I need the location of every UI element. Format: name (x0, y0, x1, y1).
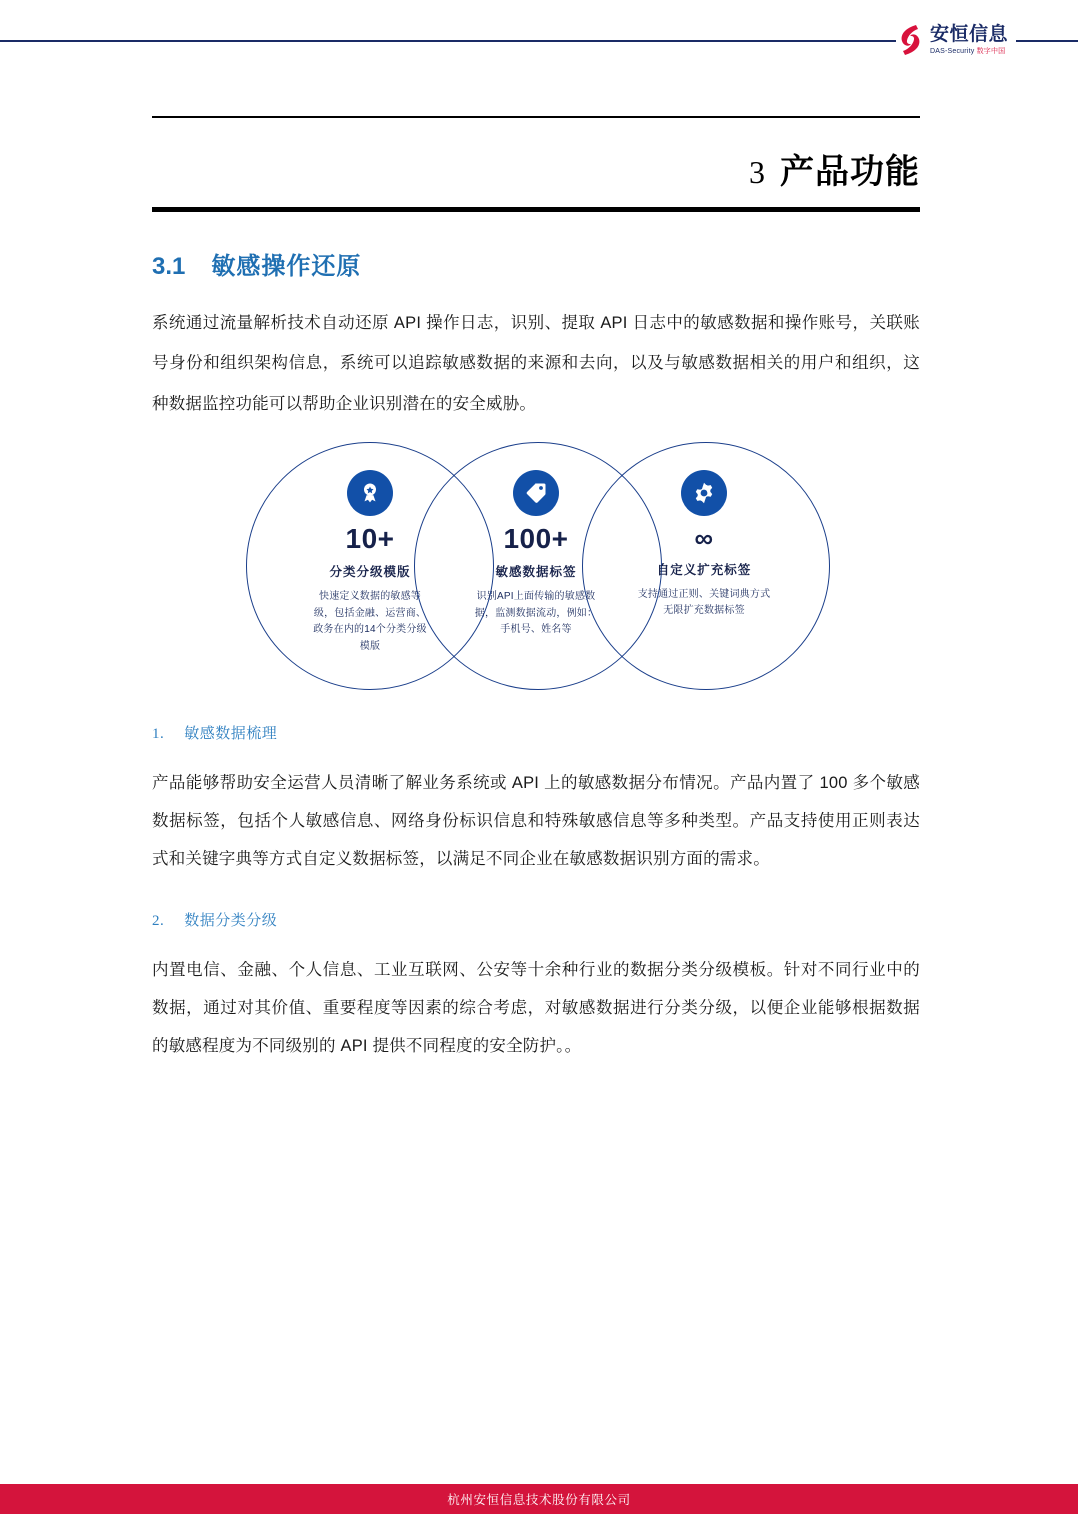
page-footer (0, 1484, 1078, 1514)
section-heading (152, 246, 920, 281)
infographic-value-3: ∞ (694, 523, 714, 554)
infographic-desc-2: 识别API上面传输的敏感数据，监测数据流动，例如：手机号、姓名等 (474, 591, 598, 636)
chapter-title-text: 产品功能 (780, 153, 920, 191)
paragraph-1: 产品能够帮助安全运营人员清晰了解业务系统或 API 上的敏感数据分布情况。产品内置了 100 多个敏感数据标签，包括个人敏感信息、网络身份标识信息和特殊敏感信息等多种类型。产品支持使用正则表达式和关键字典等方式自定义数据标签，以满足不同企业在敏感数据识别方面的需求。 (152, 774, 920, 869)
section-title-text: 敏感操作还原 (211, 253, 362, 280)
section-number: 3.1 (152, 253, 186, 280)
subheading-2-number: 2. (152, 913, 165, 930)
infographic-desc-1: 快速定义数据的敏感等级，包括金融、运营商、政务在内的14个分类分级模版 (313, 591, 427, 652)
chapter-number: 3 (749, 154, 766, 190)
page-content (152, 0, 920, 1066)
subheading-1-number: 1. (152, 726, 165, 743)
subheading-1-label: 敏感数据梳理 (184, 725, 278, 743)
infographic-venn (152, 442, 920, 692)
infographic-value-1: 10+ (345, 523, 395, 555)
gear-icon (681, 470, 727, 516)
footer-company-name: 杭州安恒信息技术股份有限公司 (447, 1493, 631, 1507)
infographic-item-3 (620, 470, 788, 620)
logo-chinese-name: 安恒信息 (930, 24, 1009, 45)
tag-icon (513, 470, 559, 516)
logo-english-name: DAS-Security 数字中国 (930, 48, 1006, 55)
infographic-item-1 (286, 470, 454, 655)
intro-paragraph: 系统通过流量解析技术自动还原 API 操作日志，识别、提取 API 日志中的敏感数据和操作账号，关联账号身份和组织架构信息，系统可以追踪敏感数据的来源和去向，以及与敏感数据相关的用户和组织，这种数据监控功能可以帮助企业识别潜在的安全威胁。 (152, 314, 920, 413)
infographic-title-3: 自定义扩充标签 (656, 562, 752, 577)
chapter-rule-bottom (152, 207, 920, 212)
subheading-2 (152, 909, 920, 930)
paragraph-2: 内置电信、金融、个人信息、工业互联网、公安等十余种行业的数据分类分级模板。针对不同行业中的数据，通过对其价值、重要程度等因素的综合考虑，对敏感数据进行分类分级，以便企业能够根据数据的敏感程度为不同级别的 API 提供不同程度的安全防护。。 (152, 961, 920, 1055)
chapter-heading (152, 118, 920, 207)
infographic-desc-3: 支持通过正则、关键词典方式无限扩充数据标签 (637, 588, 771, 617)
subheading-2-label: 数据分类分级 (184, 912, 278, 930)
infographic-item-2 (452, 470, 620, 638)
medal-icon (347, 470, 393, 516)
subheading-1 (152, 722, 920, 743)
infographic-title-1: 分类分级模版 (329, 565, 411, 580)
infographic-value-2: 100+ (503, 523, 569, 555)
logo-text (930, 25, 1008, 55)
infographic-title-2: 敏感数据标签 (495, 565, 577, 580)
